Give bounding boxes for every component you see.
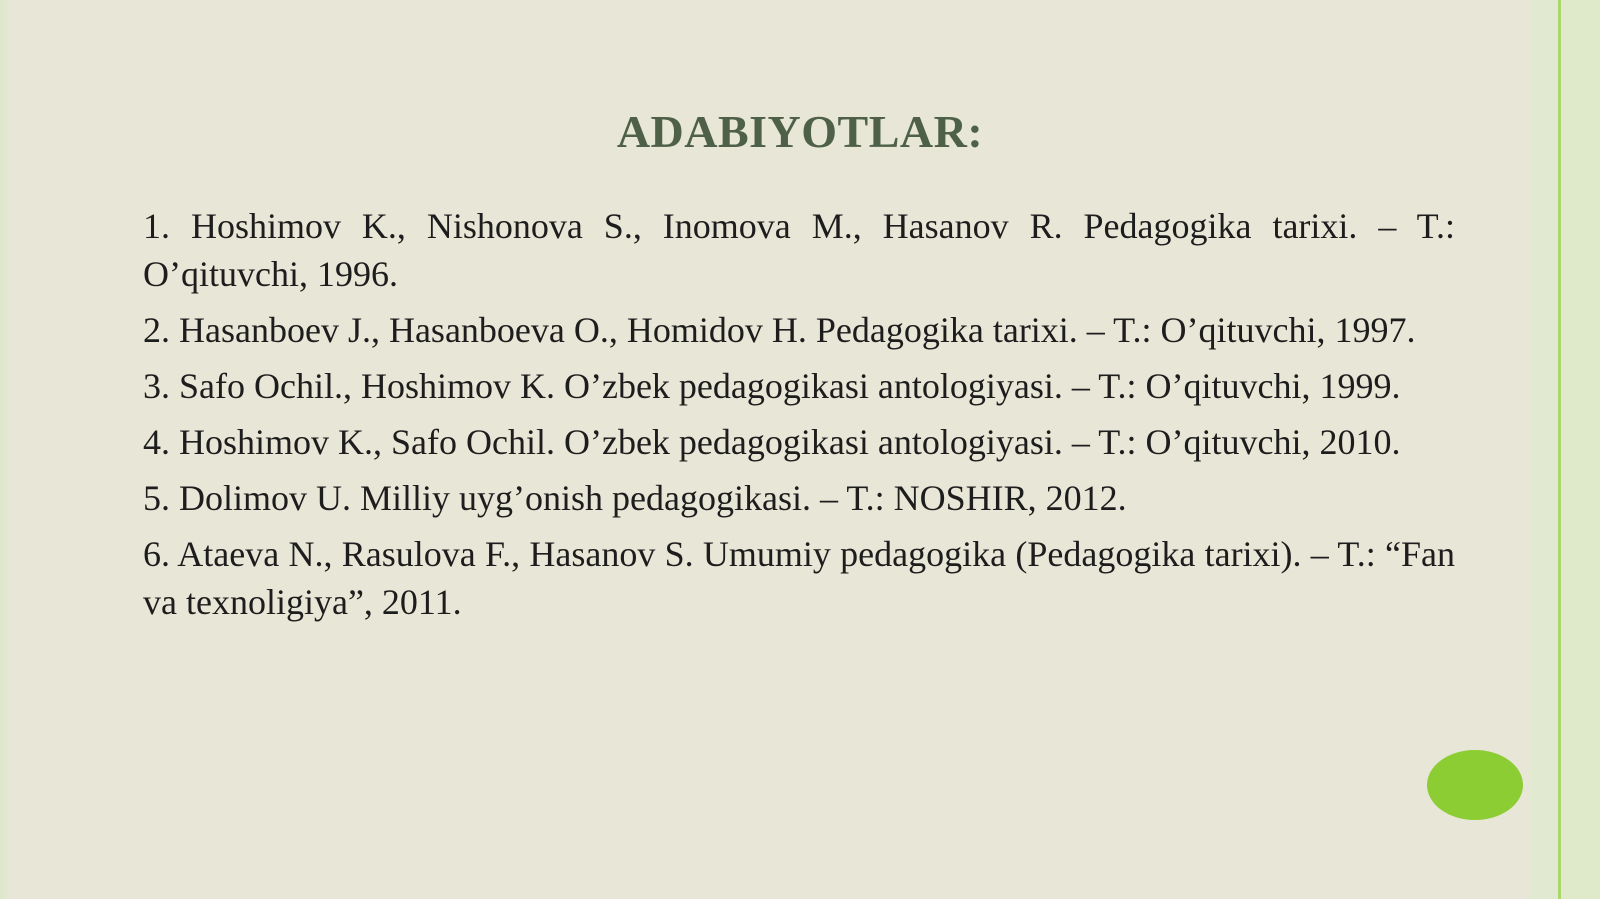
green-dot-icon bbox=[1427, 750, 1523, 820]
references-list bbox=[143, 202, 1455, 634]
reference-item: 1. Hoshimov K., Nishonova S., Inomova M., Hasanov R. Pedagogika tarixi. – T.: O’qituvchi, 1996. bbox=[143, 206, 1455, 294]
reference-item: 4. Hoshimov K., Safo Ochil. O’zbek pedagogikasi antologiyasi. – T.: O’qituvchi, 2010. bbox=[143, 422, 1401, 462]
reference-item: 6. Ataeva N., Rasulova F., Hasanov S. Umumiy pedagogika (Pedagogika tarixi). – T.: “Fan va texnoligiya”, 2011. bbox=[143, 534, 1455, 622]
reference-item: 2. Hasanboev J., Hasanboeva O., Homidov H. Pedagogika tarixi. – T.: O’qituvchi, 1997. bbox=[143, 310, 1416, 350]
reference-item: 3. Safo Ochil., Hoshimov K. O’zbek pedagogikasi antologiyasi. – T.: O’qituvchi, 1999. bbox=[143, 366, 1401, 406]
reference-item: 5. Dolimov U. Milliy uyg’onish pedagogikasi. – T.: NOSHIR, 2012. bbox=[143, 478, 1127, 518]
slide-title: ADABIYOTLAR: bbox=[616, 106, 984, 157]
